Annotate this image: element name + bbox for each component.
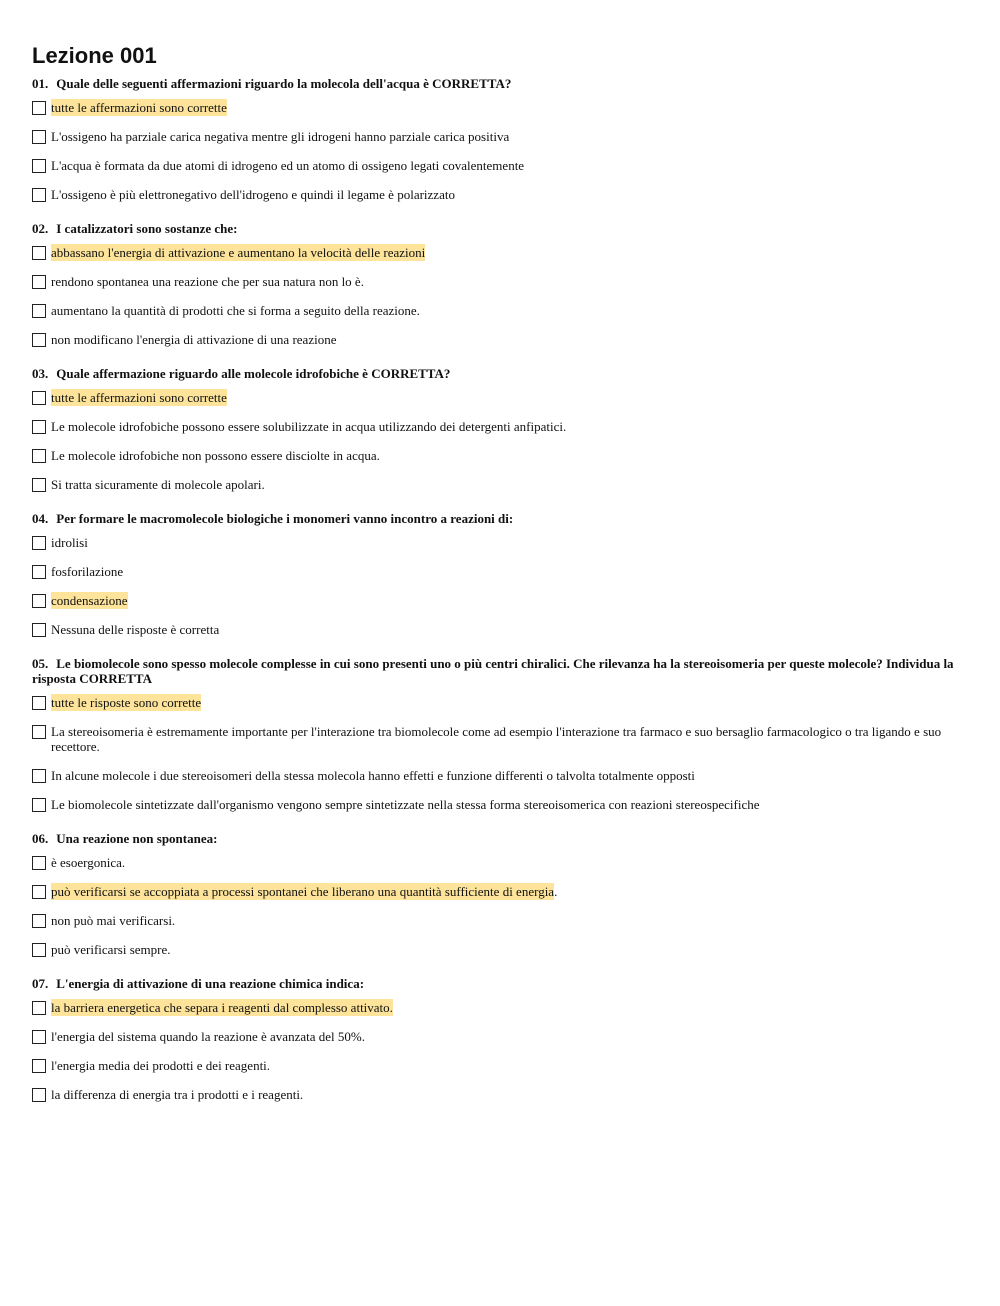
answer-text-wrap — [51, 942, 170, 957]
answer-text-wrap — [51, 100, 227, 115]
question-text — [32, 656, 962, 686]
answer-text: l'energia del sistema quando la reazione è avanzata del 50%. — [51, 1029, 365, 1044]
answer-text-wrap — [51, 1029, 365, 1044]
answer-text-wrap — [51, 1087, 303, 1102]
correct-answer-text: tutte le affermazioni sono corrette — [51, 100, 227, 115]
answer-checkbox[interactable] — [32, 725, 46, 739]
answer-text-wrap — [51, 695, 201, 710]
answer-checkbox[interactable] — [32, 275, 46, 289]
answer-option[interactable] — [32, 622, 962, 637]
answer-text: rendono spontanea una reazione che per sua natura non lo è. — [51, 274, 364, 289]
answer-checkbox[interactable] — [32, 246, 46, 260]
question-label: Una reazione non spontanea: — [56, 831, 218, 846]
answer-option[interactable] — [32, 100, 962, 115]
answer-option[interactable] — [32, 884, 962, 899]
answer-text: Si tratta sicuramente di molecole apolari. — [51, 477, 265, 492]
correct-answer-text: abbassano l'energia di attivazione e aumentano la velocità delle reazioni — [51, 245, 426, 260]
answer-text-wrap — [51, 593, 128, 608]
answer-text-wrap — [51, 332, 336, 347]
answer-option[interactable] — [32, 419, 962, 434]
answer-option[interactable] — [32, 129, 962, 144]
answer-text: idrolisi — [51, 535, 88, 550]
correct-answer-text: può verificarsi se accoppiata a processi spontanei che liberano una quantità sufficiente di energia — [51, 884, 555, 899]
answer-text-wrap — [51, 129, 509, 144]
answer-checkbox[interactable] — [32, 130, 46, 144]
answer-checkbox[interactable] — [32, 420, 46, 434]
answer-text: fosforilazione — [51, 564, 124, 579]
answer-checkbox[interactable] — [32, 914, 46, 928]
answer-text-wrap — [51, 724, 962, 754]
question-2 — [32, 221, 962, 347]
correct-answer-text: la barriera energetica che separa i reagenti dal complesso attivato. — [51, 1000, 393, 1015]
answer-text-wrap — [51, 1000, 393, 1015]
answer-option[interactable] — [32, 1000, 962, 1015]
answer-option[interactable] — [32, 303, 962, 318]
answer-text: La stereoisomeria è estremamente importante per l'interazione tra biomolecole come ad esempio l'interazione tra farmaco e suo bersaglio farmacologico o tra ligando e suo recettore. — [51, 724, 942, 754]
answer-checkbox[interactable] — [32, 159, 46, 173]
answer-option[interactable] — [32, 564, 962, 579]
answer-text-wrap — [51, 448, 380, 463]
question-label: Le biomolecole sono spesso molecole complesse in cui sono presenti uno o più centri chiralici. Che rilevanza ha la stereoisomeria per queste molecole? Individua la risposta CORRETTA — [32, 656, 954, 686]
question-label: L'energia di attivazione di una reazione chimica indica: — [56, 976, 365, 991]
answer-option[interactable] — [32, 913, 962, 928]
question-text — [32, 511, 962, 526]
answer-text-wrap — [51, 274, 364, 289]
answer-checkbox[interactable] — [32, 101, 46, 115]
answer-option[interactable] — [32, 797, 962, 812]
answer-option[interactable] — [32, 477, 962, 492]
answer-option[interactable] — [32, 1087, 962, 1102]
answer-option[interactable] — [32, 332, 962, 347]
answer-option[interactable] — [32, 158, 962, 173]
question-label: I catalizzatori sono sostanze che: — [56, 221, 238, 236]
question-number: 06. — [32, 831, 49, 846]
answer-checkbox[interactable] — [32, 1088, 46, 1102]
answer-checkbox[interactable] — [32, 1030, 46, 1044]
question-number: 02. — [32, 221, 49, 236]
answer-text: può verificarsi sempre. — [51, 942, 171, 957]
answer-option[interactable] — [32, 1029, 962, 1044]
answer-checkbox[interactable] — [32, 1059, 46, 1073]
answer-text-wrap — [51, 245, 425, 260]
question-4 — [32, 511, 962, 637]
question-label: Per formare le macromolecole biologiche i monomeri vanno incontro a reazioni di: — [56, 511, 514, 526]
answer-checkbox[interactable] — [32, 1001, 46, 1015]
answer-checkbox[interactable] — [32, 943, 46, 957]
answer-option[interactable] — [32, 855, 962, 870]
answer-text-wrap — [51, 622, 219, 637]
answer-option[interactable] — [32, 593, 962, 608]
answer-text: Nessuna delle risposte è corretta — [51, 622, 220, 637]
answer-text-wrap — [51, 187, 455, 202]
answer-text-suffix: . — [554, 884, 558, 899]
question-1 — [32, 76, 962, 202]
answer-checkbox[interactable] — [32, 391, 46, 405]
answer-option[interactable] — [32, 390, 962, 405]
question-3 — [32, 366, 962, 492]
question-number: 03. — [32, 366, 49, 381]
answer-option[interactable] — [32, 274, 962, 289]
answer-option[interactable] — [32, 187, 962, 202]
answer-checkbox[interactable] — [32, 594, 46, 608]
answer-option[interactable] — [32, 448, 962, 463]
question-label: Quale delle seguenti affermazioni riguardo la molecola dell'acqua è CORRETTA? — [56, 76, 512, 91]
answer-option[interactable] — [32, 1058, 962, 1073]
answer-text-wrap — [51, 303, 420, 318]
question-text — [32, 76, 962, 91]
answer-option[interactable] — [32, 724, 962, 754]
answer-checkbox[interactable] — [32, 536, 46, 550]
answer-checkbox[interactable] — [32, 769, 46, 783]
answer-checkbox[interactable] — [32, 333, 46, 347]
answer-option[interactable] — [32, 695, 962, 710]
answer-text: L'ossigeno è più elettronegativo dell'idrogeno e quindi il legame è polarizzato — [51, 187, 455, 202]
correct-answer-text: tutte le risposte sono corrette — [51, 695, 202, 710]
answer-text: la differenza di energia tra i prodotti e i reagenti. — [51, 1087, 304, 1102]
answer-text-wrap — [51, 855, 125, 870]
correct-answer-text: tutte le affermazioni sono corrette — [51, 390, 227, 405]
question-list — [32, 76, 962, 1102]
answer-checkbox[interactable] — [32, 478, 46, 492]
document-page — [32, 42, 962, 1121]
answer-text-wrap — [51, 564, 123, 579]
answer-text-wrap — [51, 390, 227, 405]
question-6 — [32, 831, 962, 957]
answer-checkbox[interactable] — [32, 696, 46, 710]
answer-text-wrap — [51, 1058, 270, 1073]
answer-text: non modificano l'energia di attivazione di una reazione — [51, 332, 337, 347]
answer-text: è esoergonica. — [51, 855, 126, 870]
answer-option[interactable] — [32, 942, 962, 957]
answer-text: Le biomolecole sintetizzate dall'organismo vengono sempre sintetizzate nella stessa forma stereoisomerica con reazioni stereospecifiche — [51, 797, 760, 812]
question-number: 05. — [32, 656, 49, 671]
answer-option[interactable] — [32, 535, 962, 550]
answer-text-wrap — [51, 884, 557, 899]
question-5 — [32, 656, 962, 812]
answer-text-wrap — [51, 535, 88, 550]
question-text — [32, 831, 962, 846]
answer-checkbox[interactable] — [32, 623, 46, 637]
answer-text: In alcune molecole i due stereoisomeri della stessa molecola hanno effetti e funzione differenti o talvolta totalmente opposti — [51, 768, 695, 783]
question-number: 04. — [32, 511, 49, 526]
answer-text: L'acqua è formata da due atomi di idrogeno ed un atomo di ossigeno legati covalentemente — [51, 158, 525, 173]
answer-checkbox[interactable] — [32, 856, 46, 870]
question-text — [32, 366, 962, 381]
answer-text-wrap — [51, 158, 524, 173]
question-7 — [32, 976, 962, 1102]
answer-checkbox[interactable] — [32, 449, 46, 463]
question-text — [32, 976, 962, 991]
answer-option[interactable] — [32, 245, 962, 260]
answer-text-wrap — [51, 768, 695, 783]
answer-text: Le molecole idrofobiche non possono essere disciolte in acqua. — [51, 448, 380, 463]
answer-checkbox[interactable] — [32, 304, 46, 318]
question-number: 07. — [32, 976, 49, 991]
question-number: 01. — [32, 76, 49, 91]
answer-text: l'energia media dei prodotti e dei reagenti. — [51, 1058, 271, 1073]
correct-answer-text: condensazione — [51, 593, 128, 608]
question-text — [32, 221, 962, 236]
answer-option[interactable] — [32, 768, 962, 783]
question-label: Quale affermazione riguardo alle molecole idrofobiche è CORRETTA? — [56, 366, 451, 381]
answer-text: aumentano la quantità di prodotti che si forma a seguito della reazione. — [51, 303, 420, 318]
answer-checkbox[interactable] — [32, 565, 46, 579]
lesson-title: Lezione 001 — [32, 43, 157, 68]
answer-text-wrap — [51, 477, 265, 492]
answer-text-wrap — [51, 797, 760, 812]
answer-text-wrap — [51, 913, 175, 928]
answer-text: L'ossigeno ha parziale carica negativa mentre gli idrogeni hanno parziale carica positiva — [51, 129, 510, 144]
answer-checkbox[interactable] — [32, 885, 46, 899]
answer-checkbox[interactable] — [32, 188, 46, 202]
answer-text: non può mai verificarsi. — [51, 913, 176, 928]
answer-text: Le molecole idrofobiche possono essere solubilizzate in acqua utilizzando dei detergenti anfipatici. — [51, 419, 567, 434]
answer-checkbox[interactable] — [32, 798, 46, 812]
answer-text-wrap — [51, 419, 566, 434]
